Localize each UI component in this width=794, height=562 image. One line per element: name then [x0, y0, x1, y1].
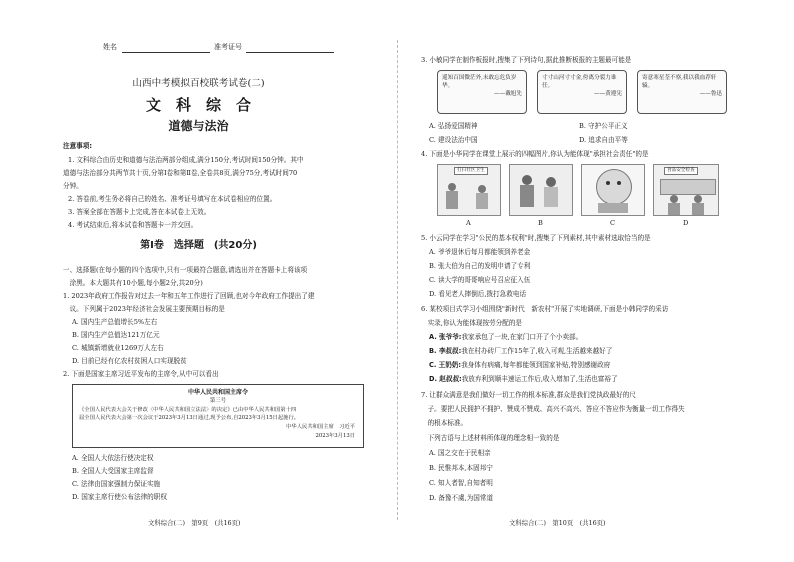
option-text: 我在村办砖厂工作15年了,收入可观,生活越来越好了: [461, 347, 613, 355]
option-text: 我身体有病痛,每年都能领到国家补贴,特别感谢政府: [461, 361, 611, 369]
q3-option-d[interactable]: D. 追求自由平等: [579, 136, 628, 144]
person-icon: [520, 185, 534, 207]
picture-caption[interactable]: D: [683, 219, 689, 227]
q4-stem: 4. 下面是小华同学在课堂上展示的四幅图片,你认为能体现"承担社会责任"的是: [421, 150, 649, 158]
q3-option-c[interactable]: C. 建设法治中国: [429, 136, 478, 144]
shelf-icon: [660, 179, 716, 195]
name-label: 姓名: [103, 43, 117, 51]
decree-sign: 中华人民共和国主席 习近平: [286, 424, 355, 430]
poem-card: [537, 70, 627, 114]
option-label: A. 张爷爷:: [429, 333, 462, 341]
note-line: 4. 考试结束后,将本试卷和答题卡一并交回。: [68, 221, 198, 229]
q6-option-b[interactable]: [429, 347, 612, 356]
page-footer: 文科综合(二) 第9页 (共16页): [148, 519, 241, 527]
person-icon: [448, 183, 456, 191]
q2-option-d[interactable]: D. 国家主席行使公布法律的职权: [72, 493, 167, 501]
q7-stem: 的根本标准。: [421, 419, 468, 427]
person-icon: [476, 193, 488, 209]
q7-option-d[interactable]: D. 备豫不虞,为国常道: [429, 494, 494, 502]
q6-stem: 6. 某校项目式学习小组围绕"新时代 新农村"开展了实地调研,下面是小韩同学的采访: [421, 305, 669, 313]
poem-text: 寄意寒星荃不察,我以我血荐轩辕。: [642, 75, 717, 89]
id-label: 准考证号: [214, 43, 242, 51]
page-footer: 文科综合(二) 第10页 (共16页): [509, 519, 606, 527]
q1-option-a[interactable]: A. 国内生产总值增长5%左右: [72, 318, 158, 326]
picture-caption[interactable]: B: [538, 219, 543, 227]
q2-option-c[interactable]: C. 法律由国家强制力保证实施: [72, 480, 161, 488]
poem-text: 遥知百国微茫外,未敢忘危负岁华。: [442, 75, 517, 89]
poem-author: ——黄遵宪: [594, 91, 622, 97]
option-label: D. 赵叔叔:: [429, 375, 462, 383]
id-line: [246, 52, 334, 53]
q1-stem: 议。下列属于2023年经济社会发展主要预期目标的是: [63, 305, 225, 313]
picture-caption[interactable]: A: [466, 219, 471, 227]
q1-stem: 1. 2023年政府工作报告对过去一年和五年工作进行了回顾,也对今年政府工作提出了建: [63, 292, 315, 300]
picture-d-sign: 食品安全检查: [664, 167, 698, 175]
poem-text: 寸寸山河寸寸金,侉离分裂力谁任。: [542, 75, 617, 89]
instruction-line: 一、选择题(在每小题的四个选项中,只有一项最符合题意,请选出并在答题卡上将该项: [63, 266, 308, 274]
option-text: 我放弃利到顺丰速运工作后,收入增加了,生活也富裕了: [461, 375, 618, 383]
picture-caption[interactable]: C: [610, 219, 616, 227]
person-icon: [478, 185, 486, 193]
note-line: 1. 文科综合由历史和道德与法治两部分组成,满分150分,考试时间150分钟。其中: [68, 156, 304, 164]
q7-stem: 子。要把人民拥护不拥护、赞成不赞成、高兴不高兴、答应不答应作为衡量一切工作得失: [421, 405, 685, 413]
picture-a: [437, 164, 501, 216]
q7-stem: 下列古语与上述材料所体现的理念相一致的是: [421, 434, 560, 442]
person-icon: [692, 203, 704, 215]
q5-option-c[interactable]: C. 读大学的哥哥响应号召应征入伍: [429, 276, 531, 284]
poem-author: ——鲁迅: [699, 91, 722, 97]
section-title: 第Ⅰ卷 选择题 (共20分): [140, 240, 257, 251]
note-line: 分钟。: [63, 182, 83, 190]
exam-title: 山西中考模拟百校联考试卷(二): [132, 78, 265, 89]
decree-body: 《全国人民代表大会关于修改〈中华人民共和国立法法〉的决定》已由中华人民共和国第十四: [79, 407, 297, 413]
q3-option-b[interactable]: B. 守护公平正义: [579, 122, 628, 130]
decree-date: 2023年3月13日: [315, 433, 355, 439]
q2-stem: 2. 下面是国家主席习近平发布的主席令,从中可以看出: [63, 370, 219, 378]
person-icon: [668, 203, 680, 215]
q3-stem: 3. 小敏同学在制作板报时,搜集了下列诗句,据此推断板报的主题最可能是: [421, 56, 632, 64]
person-icon: [522, 175, 532, 185]
option-text: 我家承包了一块,在家门口开了个小卖部。: [461, 333, 583, 341]
q7-stem: 7. 让群众满意是我们做好一切工作的根本标准,群众是我们党执政最好的尺: [421, 391, 636, 399]
picture-b: [509, 164, 573, 216]
notes-title: 注意事项:: [63, 142, 93, 150]
name-line: [122, 52, 210, 53]
q2-option-a[interactable]: A. 全国人大依法行使决定权: [72, 454, 154, 462]
option-label: B. 李叔叔:: [429, 347, 462, 355]
q1-option-d[interactable]: D. 目前已经有亿农村贫困人口实现脱贫: [72, 357, 187, 365]
eye-icon: [617, 181, 621, 185]
person-icon: [694, 195, 702, 203]
poem-card: [437, 70, 527, 114]
q5-option-a[interactable]: A. 爷爷退休后每月都能领到养老金: [429, 248, 531, 256]
person-icon: [546, 177, 556, 187]
subsubject-title: 道德与法治: [168, 119, 229, 133]
q5-option-d[interactable]: D. 看见老人摔倒后,拨打急救电话: [429, 290, 527, 298]
note-line: 2. 答卷前,考生务必将自己的姓名、准考证号填写在本试卷相应的位置。: [68, 195, 277, 203]
poem-author: ——戴旭先: [494, 91, 522, 97]
q5-option-b[interactable]: B. 张大伯为自己的发明申请了专利: [429, 262, 531, 270]
person-icon: [670, 195, 678, 203]
q6-option-c[interactable]: [429, 361, 610, 370]
q2-option-b[interactable]: B. 全国人大受国家主席监督: [72, 467, 154, 475]
q7-option-a[interactable]: A. 国之交在于民相亲: [429, 449, 491, 457]
decree-title: 中华人民共和国主席令: [187, 389, 248, 396]
eye-icon: [606, 181, 610, 185]
picture-a-sign: 打扫社区卫生: [454, 167, 488, 175]
book-icon: [598, 203, 628, 213]
person-icon: [446, 191, 458, 209]
q1-option-c[interactable]: C. 城镇新增就业1269万人左右: [72, 344, 164, 352]
face-icon: [596, 169, 632, 205]
q1-option-b[interactable]: B. 国内生产总值达121万亿元: [72, 331, 160, 339]
q6-option-d[interactable]: [429, 375, 618, 384]
poem-card: [637, 70, 727, 114]
right-page: [397, 0, 794, 562]
subject-title: 文 科 综 合: [145, 96, 251, 114]
decree-body: 届全国人民代表大会第一次会议于2023年3月13日通过,现予公布,自2023年3月15日起施行。: [79, 415, 300, 421]
picture-d: [653, 164, 719, 216]
q5-stem: 5. 小云同学在学习"公民的基本权利"时,搜集了下列素材,其中素材选取恰当的是: [421, 234, 651, 242]
person-icon: [544, 187, 558, 207]
picture-c: [581, 164, 645, 216]
q6-stem: 实录,你认为能体现按劳分配的是: [421, 319, 523, 327]
decree-number: 第三号: [209, 398, 227, 404]
note-line: 3. 答案全部在答题卡上完成,答在本试卷上无效。: [68, 208, 211, 216]
q3-option-a[interactable]: A. 弘扬爱国精神: [429, 122, 478, 130]
option-label: C. 王奶奶:: [429, 361, 462, 369]
q6-option-a[interactable]: [429, 333, 582, 342]
q7-option-b[interactable]: B. 民惟邦本,本固邦宁: [429, 464, 493, 472]
q7-option-c[interactable]: C. 知人者智,自知者明: [429, 479, 493, 487]
decree-box: [72, 384, 364, 448]
note-line: 道德与法治部分共两节共十页,分第Ⅰ卷和第Ⅱ卷,全卷共8页,满分75分,考试时间70: [63, 169, 298, 177]
instruction-line: 涂黑。本大题共有10小题,每小题2分,共20分): [63, 279, 203, 287]
